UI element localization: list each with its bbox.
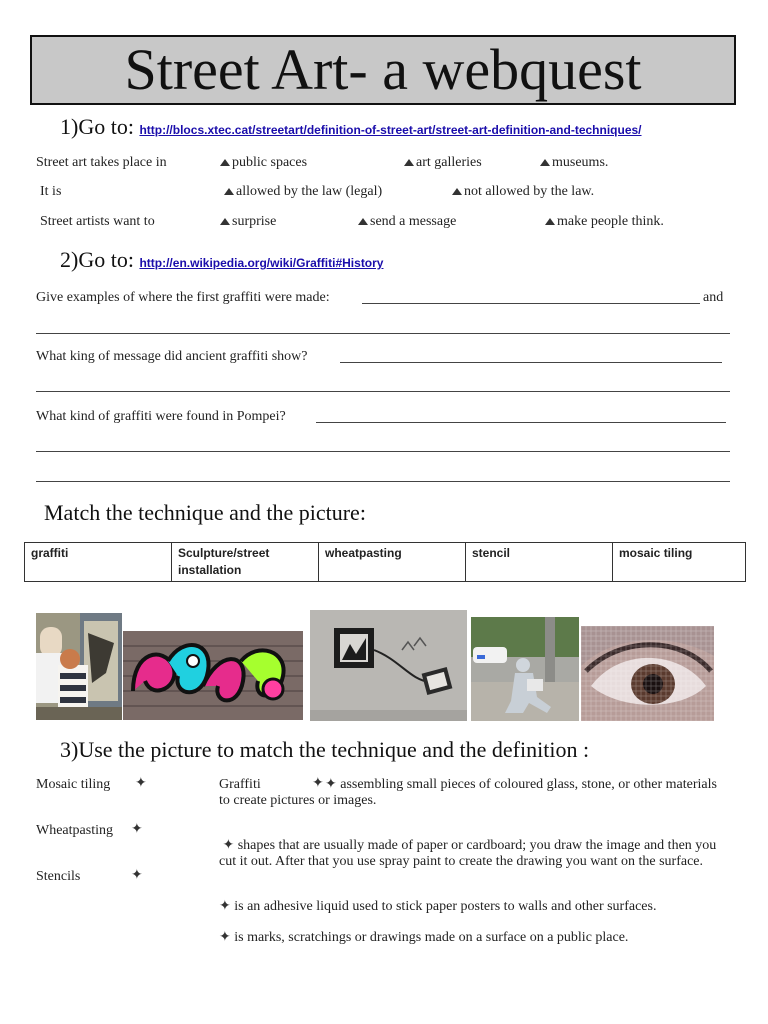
- triangle-bullet-icon: [540, 159, 550, 166]
- technique-cell-mosaic[interactable]: mosaic tiling: [613, 543, 746, 582]
- q2-go-text: Go to:: [78, 247, 140, 272]
- four-point-star-icon[interactable]: ✦: [219, 930, 235, 945]
- term-graffiti: Graffiti: [219, 777, 261, 792]
- four-point-star-icon[interactable]: ✦: [135, 776, 147, 791]
- answer-line[interactable]: [340, 362, 722, 363]
- q2-question-b: What king of message did ancient graffiti show?: [36, 349, 308, 364]
- technique-cell-sculpture[interactable]: Sculpture/street installation: [172, 543, 319, 582]
- page-title: Street Art- a webquest: [124, 37, 642, 102]
- answer-line[interactable]: [362, 303, 700, 304]
- match-heading: Match the technique and the picture:: [44, 500, 366, 525]
- mosaic-photo: [581, 626, 714, 721]
- q1-go-line: [60, 114, 642, 140]
- q2-go-line: [60, 247, 383, 273]
- q1-row2-option-1[interactable]: allowed by the law (legal): [224, 184, 382, 200]
- triangle-bullet-icon: [358, 218, 368, 225]
- q1-row3-option-3[interactable]: make people think.: [545, 214, 664, 230]
- four-point-star-icon[interactable]: ✦: [219, 838, 238, 853]
- definition-wheatpasting: ✦ is an adhesive liquid used to stick paper posters to walls and other surfaces.: [219, 899, 657, 914]
- wheatpasting-photo: [36, 613, 122, 720]
- answer-line[interactable]: [36, 451, 730, 452]
- technique-cell-stencil[interactable]: stencil: [466, 543, 613, 582]
- q1-row1-option-3[interactable]: museums.: [540, 155, 608, 171]
- four-point-star-icon[interactable]: ✦: [219, 899, 235, 914]
- q1-number: 1): [60, 114, 79, 139]
- definition-mosaic: ✦ assembling small pieces of coloured glass, stone, or other materials to create pictures or images.: [219, 777, 717, 808]
- q1-row1-prompt: Street art takes place in: [36, 155, 167, 170]
- sculpture-illustration: [471, 617, 579, 721]
- wheatpasting-illustration: [36, 613, 122, 720]
- term-stencils: Stencils: [36, 869, 81, 884]
- q1-row2-option-2[interactable]: not allowed by the law.: [452, 184, 594, 200]
- triangle-bullet-icon: [452, 188, 462, 195]
- q3-number: 3): [60, 737, 79, 762]
- q2-number: 2): [60, 247, 79, 272]
- triangle-bullet-icon: [224, 188, 234, 195]
- q1-row3-option-1[interactable]: surprise: [220, 214, 276, 230]
- four-point-star-icon[interactable]: ✦: [325, 777, 341, 792]
- technique-cell-graffiti[interactable]: graffiti: [25, 543, 172, 582]
- q2-link[interactable]: http://en.wikipedia.org/wiki/Graffiti#History: [139, 256, 384, 270]
- graffiti-illustration: [123, 631, 303, 720]
- triangle-bullet-icon: [404, 159, 414, 166]
- definition-graffiti: ✦ is marks, scratchings or drawings made on a surface on a public place.: [219, 930, 629, 945]
- answer-line[interactable]: [36, 391, 730, 392]
- technique-cell-wheatpasting[interactable]: wheatpasting: [319, 543, 466, 582]
- term-mosaic-tiling: Mosaic tiling: [36, 777, 111, 792]
- answer-line[interactable]: [36, 333, 730, 334]
- four-point-star-icon[interactable]: ✦: [131, 868, 143, 883]
- q1-row2-prompt: It is: [40, 184, 62, 199]
- answer-line[interactable]: [36, 481, 730, 482]
- graffiti-photo: [123, 631, 303, 720]
- sculpture-photo: [471, 617, 579, 721]
- q1-row1-option-2[interactable]: art galleries: [404, 155, 482, 171]
- q1-link[interactable]: http://blocs.xtec.cat/streetart/definition-of-street-art/street-art-definition-and-techniques/: [139, 123, 642, 137]
- q2-question-a: Give examples of where the first graffiti were made:: [36, 290, 330, 305]
- mosaic-illustration: [581, 626, 714, 721]
- triangle-bullet-icon: [220, 218, 230, 225]
- triangle-bullet-icon: [220, 159, 230, 166]
- q1-row1-option-1[interactable]: public spaces: [220, 155, 307, 171]
- stencil-photo: [310, 610, 467, 721]
- four-point-star-icon[interactable]: ✦: [131, 822, 143, 837]
- four-point-star-icon[interactable]: ✦: [312, 776, 324, 791]
- stencil-illustration: [310, 610, 467, 721]
- answer-line[interactable]: [316, 422, 726, 423]
- q1-row3-option-2[interactable]: send a message: [358, 214, 456, 230]
- q3-heading: Use the picture to match the technique and the definition :: [78, 737, 590, 762]
- term-wheatpasting: Wheatpasting: [36, 823, 113, 838]
- definition-stencil: ✦ shapes that are usually made of paper or cardboard; you draw the image and then you cut it out. After that you use spray paint to create the drawing you want on the surface.: [219, 838, 717, 869]
- triangle-bullet-icon: [545, 218, 555, 225]
- q2-question-c: What kind of graffiti were found in Pompei?: [36, 409, 286, 424]
- q1-go-text: Go to:: [78, 114, 140, 139]
- title-box: [30, 35, 736, 105]
- q3-heading-line: [60, 737, 589, 763]
- q2-question-a-and: and: [703, 290, 724, 305]
- q1-row3-prompt: Street artists want to: [40, 214, 155, 229]
- technique-table: [24, 542, 746, 582]
